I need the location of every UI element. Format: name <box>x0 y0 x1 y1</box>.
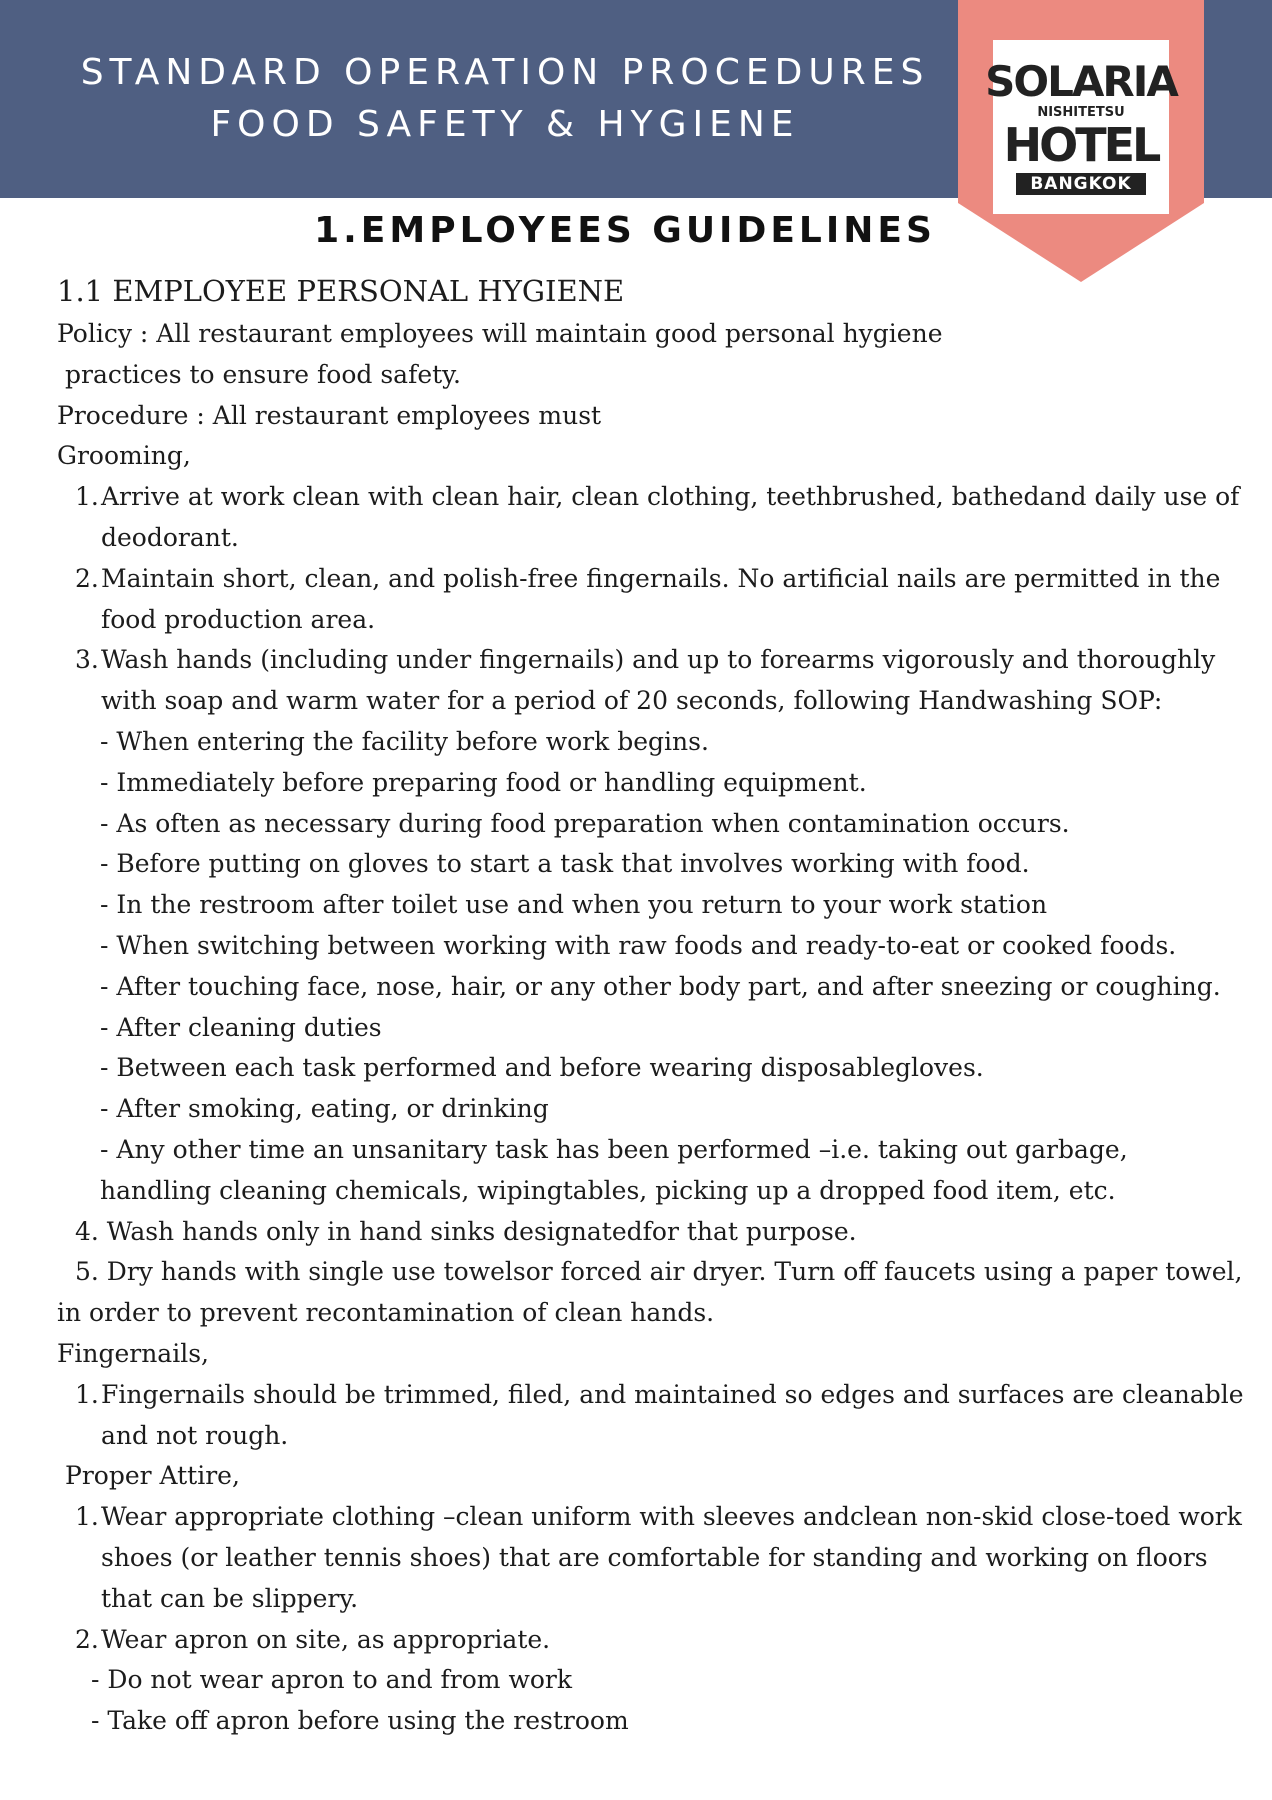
list-item-5-line2: in order to prevent recontamination of clean hands. <box>57 1298 715 1328</box>
header-title-line1: STANDARD OPERATION PROCEDURES <box>80 52 930 93</box>
fingernails-heading: Fingernails, <box>57 1338 209 1368</box>
list-item <box>57 559 1252 641</box>
bullet-item: - When switching between working with raw foods and ready-to-eat or cooked foods. <box>100 930 1177 960</box>
header-title-line2: FOOD SAFETY & HYGIENE <box>210 104 800 145</box>
document-header-title <box>0 0 1010 198</box>
bullet-item: - Between each task performed and before wearing disposablegloves. <box>100 1053 984 1083</box>
policy-line1: Policy : All restaurant employees will maintain good personal hygiene <box>57 319 943 348</box>
logo-city: BANGKOK <box>1016 173 1145 195</box>
procedure-line: Procedure : All restaurant employees must <box>57 400 602 430</box>
list-item-text: Maintain short, clean, and polish-free fingernails. No artificial nails are permitted in the food production area. <box>101 563 1221 634</box>
list-item-number: 1. <box>75 482 99 512</box>
list-item-text: Fingernails should be trimmed, filed, and maintained so edges and surfaces are cleanable and not rough. <box>101 1379 1244 1450</box>
hotel-logo <box>985 40 1177 214</box>
list-item-text: Wear appropriate clothing –clean uniform with sleeves andclean non-skid close-toed work shoes (or leather tennis shoes) that are comfortable for standing and working on floors that can be slippery. <box>101 1502 1242 1613</box>
list-item-number: 2. <box>75 563 99 593</box>
list-item-5-line1: 5. Dry hands with single use towelsor forced air dryer. Turn off faucets using a paper towel, <box>75 1257 1243 1287</box>
bullet-item: - Immediately before preparing food or handling equipment. <box>100 767 867 797</box>
bullet-item: - In the restroom after toilet use and when you return to your work station <box>100 890 1048 920</box>
list-item-text: Wash hands (including under fingernails) and up to forearms vigorously and thoroughly with soap and warm water for a period of 20 seconds, following Handwashing SOP: <box>101 645 1216 716</box>
list-item-number: 1. <box>75 1502 99 1532</box>
section-title: 1.EMPLOYEES GUIDELINES <box>314 210 936 251</box>
bullet-continuation: handling cleaning chemicals, wipingtables, picking up a dropped food item, etc. <box>100 1175 1116 1205</box>
bullet-item: - As often as necessary during food preparation when contamination occurs. <box>100 808 1070 838</box>
list-item-text: Wear apron on site, as appropriate. <box>101 1624 551 1654</box>
list-item <box>57 1497 1252 1619</box>
list-item <box>57 640 1252 722</box>
bullet-item: - Before putting on gloves to start a task that involves working with food. <box>100 849 1030 879</box>
logo-name: SOLARIA <box>985 57 1177 106</box>
subsection-title: 1.1 EMPLOYEE PERSONAL HYGIENE <box>57 274 625 308</box>
list-item-number: 1. <box>75 1379 99 1409</box>
bullet-item: - Any other time an unsanitary task has been performed –i.e. taking out garbage, <box>100 1134 1128 1164</box>
bullet-item: - After smoking, eating, or drinking <box>100 1094 549 1124</box>
list-item <box>57 1375 1252 1457</box>
list-item-text: Arrive at work clean with clean hair, clean clothing, teethbrushed, bathedand daily use of deodorant. <box>101 482 1240 552</box>
attire-heading: Proper Attire, <box>65 1461 240 1491</box>
list-item-4: 4. Wash hands only in hand sinks designatedfor that purpose. <box>75 1216 857 1246</box>
policy-line2: practices to ensure food safety. <box>65 359 461 389</box>
bullet-item: - After cleaning duties <box>100 1012 382 1042</box>
list-item-number: 3. <box>75 645 99 675</box>
document-body <box>57 268 1252 1742</box>
bullet-item: - When entering the facility before work begins. <box>100 726 709 756</box>
list-item-number: 2. <box>75 1624 99 1654</box>
logo-hotel: HOTEL <box>1003 118 1159 172</box>
bullet-item: - Do not wear apron to and from work <box>91 1665 572 1695</box>
logo-sub: NISHITETSU <box>1037 105 1125 120</box>
bullet-item: - Take off apron before using the restroom <box>91 1706 629 1736</box>
list-item <box>57 477 1252 559</box>
bullet-item: - After touching face, nose, hair, or any other body part, and after sneezing or coughing. <box>100 971 1221 1001</box>
grooming-heading: Grooming, <box>57 441 191 471</box>
list-item <box>57 1620 1252 1661</box>
